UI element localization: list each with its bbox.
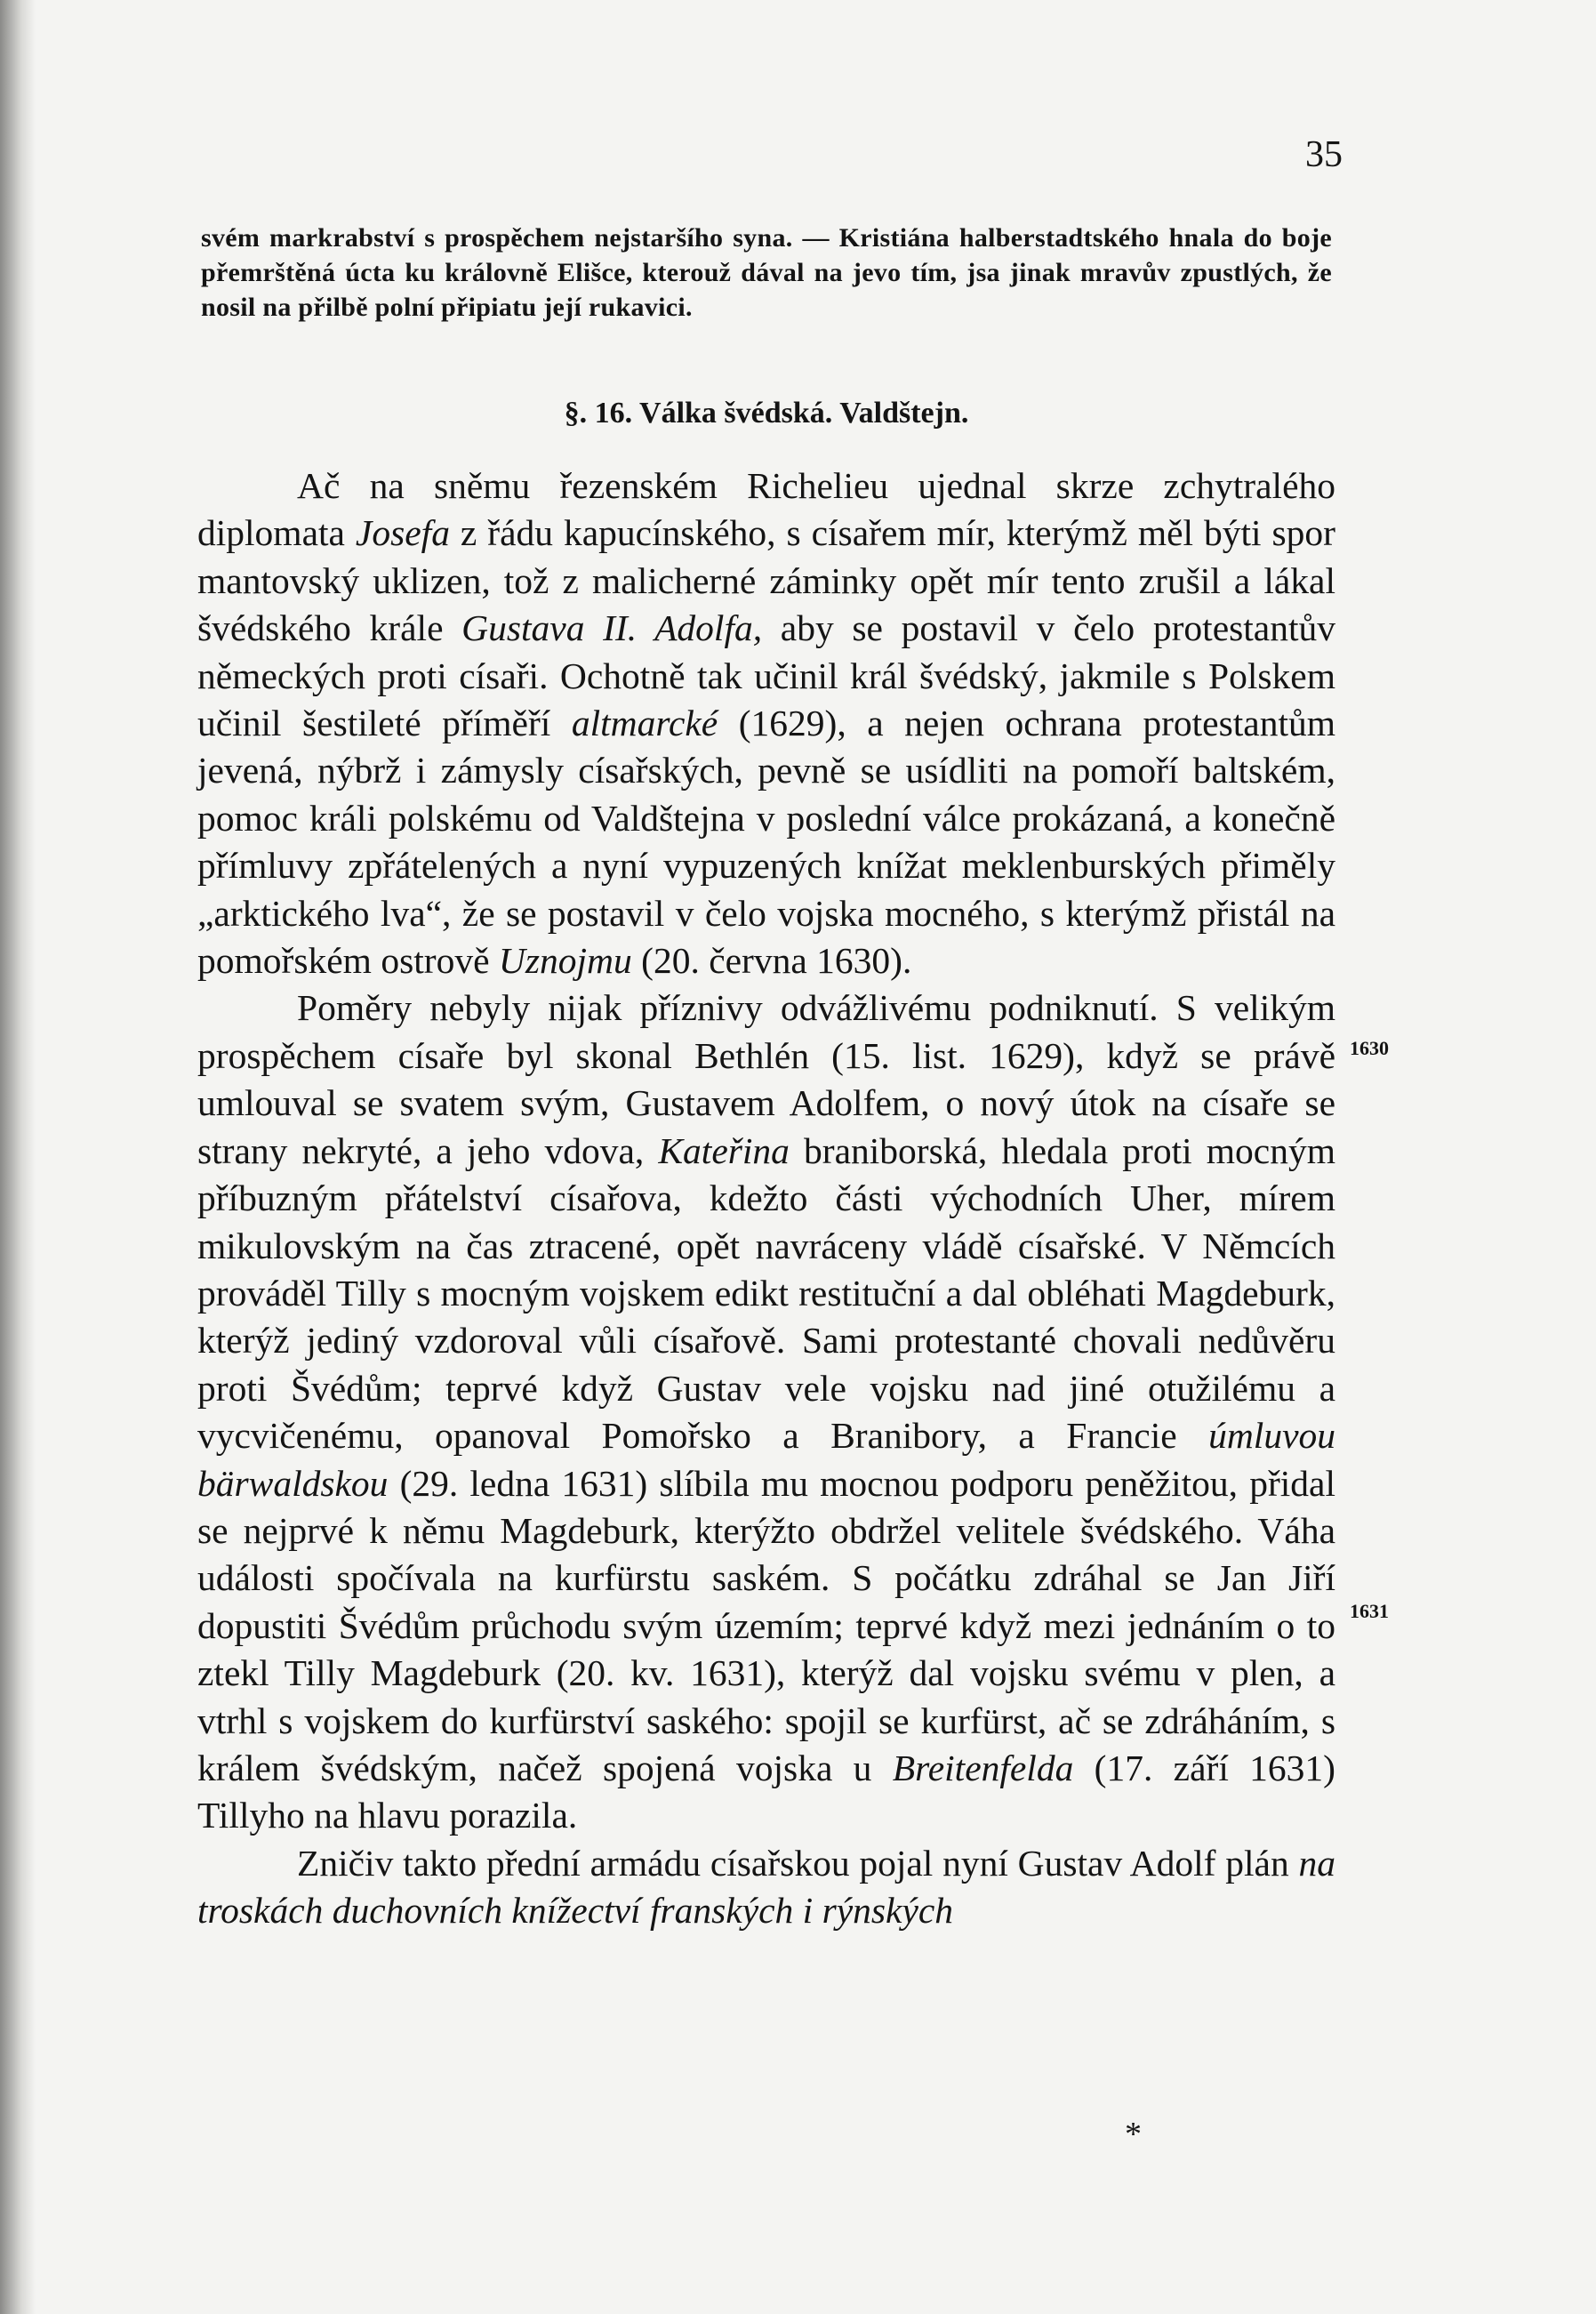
italic-name: Kateřina <box>658 1129 790 1171</box>
italic-name: Josefa <box>355 512 450 554</box>
italic-name: Breitenfelda <box>892 1747 1074 1788</box>
paragraph-3: Zničiv takto přední armádu císařskou pojal nyní Gustav Adolf plán na troskách duchovních knížectví franských i rýnských <box>197 1842 1335 1932</box>
page-number: 35 <box>1305 134 1343 175</box>
paragraph-1: Ač na sněmu řezenském Richelieu ujednal skrze zchytralého diplomata Josefa z řádu kapucínského, s císařem mír, kterýmž měl býti spor mantovský uklizen, tož z malicherné záminky opět mír tento zrušil a lákal švédského krále Gustava II. Adolfa, aby se postavil v čelo protestantův německých proti císaři. Ochotně tak učinil král švédský, jakmile s Polskem učinil šestileté příměří altmarcké (1629), a nejen ochrana protestantům jevená, nýbrž i zámysly císařských, pevně se usídliti na pomoří baltském, pomoc králi polskému od Valdštejna v poslední válce prokázaná, a konečně přímluvy zpřátelených a nyní vypuzených knížat meklenburských přiměly „arktického lva“, že se postavil v čelo vojska mocného, s kterýmž přistál na pomořském ostrově Uznojmu (20. června 1630). <box>197 465 1336 982</box>
top-paragraph: svém markrabství s prospěchem nejstaršího syna. — Kristiána halberstadtského hnala do boje přemrštěná úcta ku královně Elišce, kterouž dával na jevo tím, jsa jinak mravův zpustlých, že nosil na přilbě polní připiatu její rukavici. <box>201 223 1332 322</box>
paragraph-2: Poměry nebyly nijak příznivy odvážlivému podniknutí. S velikým prospěchem císaře byl skonal Bethlén (15. list. 1629), když se právě umlouval se svatem svým, Gustavem Adolfem, o nový útok na císaře se strany nekryté, a jeho vdova, Kateřina braniborská, hledala proti mocným příbuzným přátelství císařova, kdežto části východních Uher, mírem mikulovským na čas ztracené, opět navráceny vládě císařské. V Němcích prováděl Tilly s mocným vojskem edikt restituční a dal obléhati Magdeburk, kterýž jediný vzdoroval vůli císařově. Sami protestanté chovali nedůvěru proti Švédům; teprvé když Gustav vele vojsku nad jiné otužilému a vycvičenému, opanoval Pomořsko a Branibory, a Francie úmluvou bärwaldskou (29. ledna 1631) slíbila mu mocnou podporu peněžitou, přidal se nejprvé k němu Magdeburk, kterýžto obdržel velitele švédského. Váha události spočívala na kurfürstu saském. S počátku zdráhal se Jan Jiří dopustiti Švédům průchodu svým územím; teprvé když mezi jednáním o to ztekl Tilly Magdeburk (20. kv. 1631), kterýž dal vojsku svému v plen, a vtrhl s vojskem do kurfürství saského: spojil se kurfürst, ač se zdráháním, s králem švédským, načež spojená vojska u Breitenfelda (17. září 1631) Tillyho na hlavu porazila. <box>197 987 1335 1836</box>
body-text <box>197 462 1335 1935</box>
italic-name: Gustava II. Adolfa, <box>461 607 763 649</box>
italic-name: Uznojmu <box>498 940 632 982</box>
margin-year: 1630 <box>1350 1037 1389 1059</box>
page-edge-shadow <box>0 0 36 2314</box>
footer-asterisk: * <box>1125 2116 1142 2153</box>
italic-name: úmluvou bärwaldskou <box>197 1415 1335 1504</box>
italic-name: altmarcké <box>571 703 718 744</box>
italic-name: na troskách duchovních knížectví franských i rýnských <box>197 1842 1335 1932</box>
section-heading: §. 16. Válka švédská. Valdštejn. <box>564 397 969 430</box>
margin-year: 1631 <box>1350 1600 1389 1622</box>
